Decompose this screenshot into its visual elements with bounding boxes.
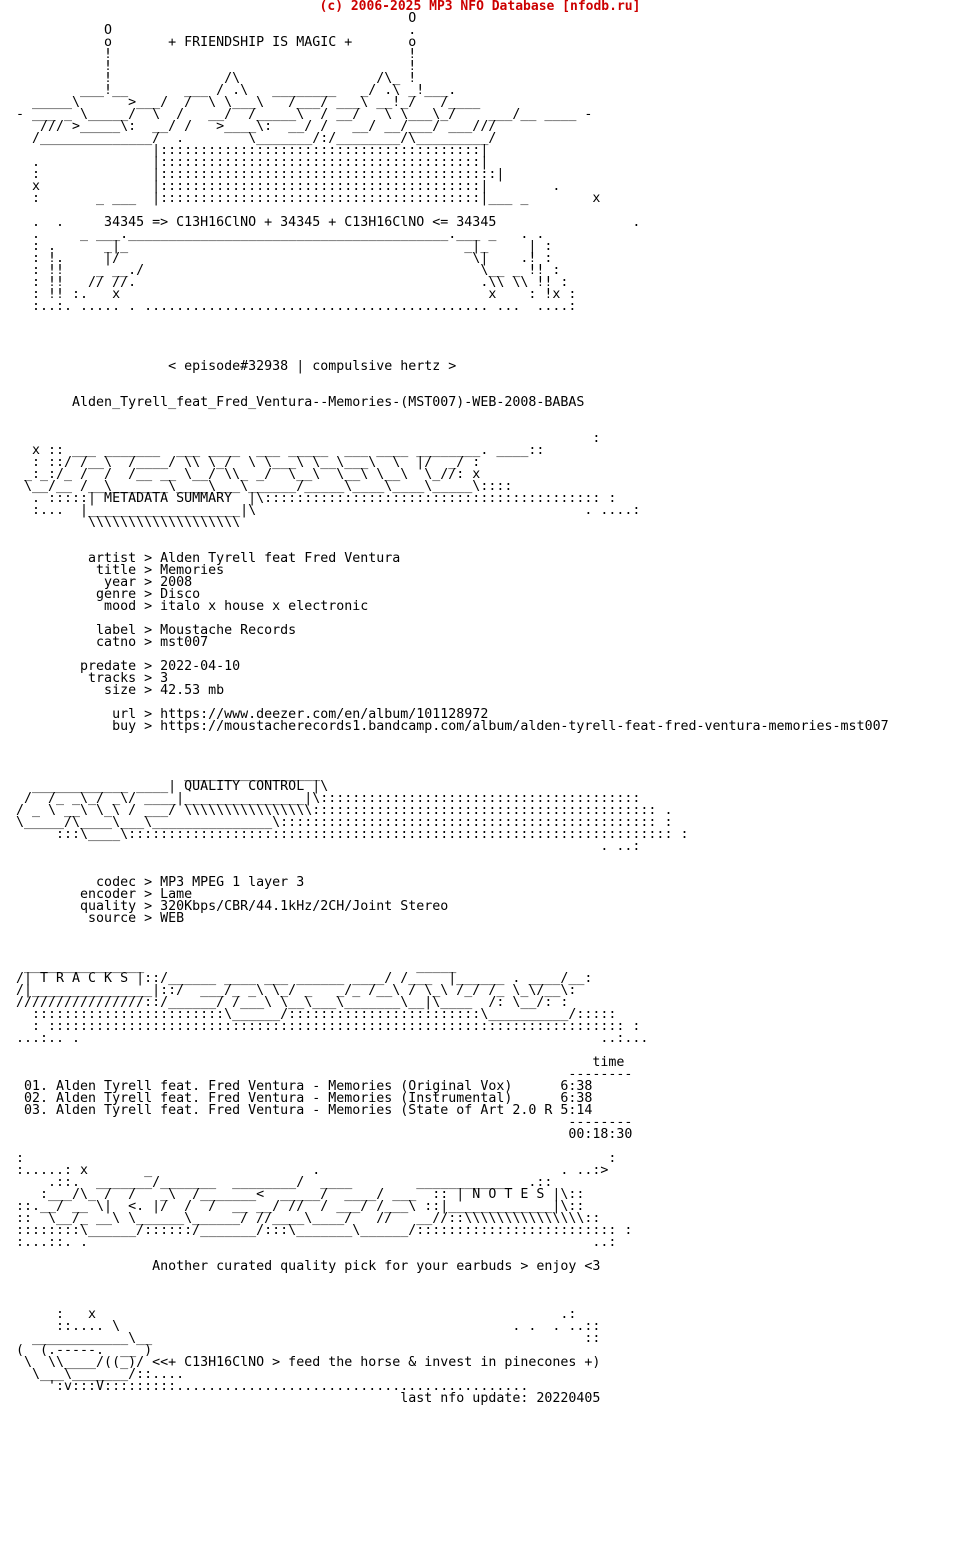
copyright-header: (c) 2006-2025 MP3 NFO Database [nfodb.ru] xyxy=(319,0,641,14)
nfo-text: O O . o + FRIENDSHIP IS MAGIC + o ! ! ! ! ! /\ /\_ ! ___!__ ___ / .\ ________ _/ .\ _!___. _____\ >___/ / \ \___\ /___/ ___\ __!_/ /____ - ___ _ \_____/ \ / __/ /_____\ / __/ \ \___\_/ ___/__ ____ - /// >_____\: __/ / >____\: __/ / __/ __/___/ ___/// /______________/ . \_______/:/________/\_________/ |::::::::::::::::::::::::::::::::::::::::| . |::::::::::::::::::::::::::::::::::::::::| : |::::::::::::::::::::::::::::::::::::::::::| x |::::::::::::::::::::::::::::::::::::::::| . : _ ___ |::::::::::::::::::::::::::::::::::::::::|___ _ x . . 34345 => C13H16ClNO + 34345 + C13H16ClNO <= 34345 . . _ ___.________________________________________.___ _ . . : . _|_ _|_ | : : !. |/ \| .! : : !! _ __./ \__ _ !! : : !! // //. .\\ \\ !! : : !! :. x x : !x : :..:. ..... . ........................................... ... ....: < episode#32938 | compulsive hertz > Alden_Tyrell_feat_Fred_Ventura--Memories-(MST007)-WEB-2008-BABAS : x :: ___ _______ ___ ____ ___ _____ ___ ____ ________. ____:: : ::/ /__\ /____/ \\ \_/ \ \___\ \__\___\ \ |/ _/ : _:_:/_ / / /__ __ \__/ \\_ _/ \__\ \__\ \__\ \_//: x \__/__ /__\_______\____\___\______/_____\____\____\_____\:::: . :::::| METADATA SUMMARY |\:::::::::::::::::::::::::::::::::::::::::: : :... |___________________|\ . ....: \\\\\\\\\\\\\\\\\\\ artist > Alden Tyrell feat Fred Ventura title > Memories year > 2008 genre > Disco mood > italo x house x electronic label > Moustache Records catno > mst007 predate > 2022-04-10 tracks > 3 size > 42.53 mb url > https://www.deezer.com/en/album/101128972 buy > https://moustacherecords1.bandcamp.com/album/alden-tyrell-feat-fred-ventura-memories-mst007 _________________ ____________ ____| QUALITY CONTROL |\ / /_ _\_/ _\/ ____|_______________|\:::::::::::::::::::::::::::::::::::::::: / _ \ __\ \_\ / ___/ \\\\\\\\\\\\\\\\::::::::::::::::::::::::::::::::::::::::::: . \_____/\____\___\_______________\::::::::::::::::::::::::::::::::::::::::::::::: : :::\____\:::::::::::::::::::::::::::::::::::::::::::::::::::::::::::::::::::: : . ..: codec > MP3 MPEG 1 layer 3 encoder > Lame quality > 320Kbps/CBR/44.1kHz/2CH/Joint Stereo source > WEB _______________ _____ /| T R A C K S |::/______ ____ ___ ______ ____/ /___ |______ . ____/__: /|_______________|::/ ___/_ _\ \_/ _ _/_ /__\ / \_\ /_/ /_ \_\/__\: ////////////////::/______/ /___\ \__\___\_______\__|\____ /: \__/: : ::::::::::::::::::::::::\______/::::::::::::::::::::::::\__________/::::: : :::::::::::::::::::::::::::::::::::::::::::::::::::::::::::::::::::::::: : ...:.. . ..:... time -------- 01. Alden Tyrell feat. Fred Ventura - Memories (Original Vox) 6:38 02. Alden Tyrell feat. Fred Ventura - Memories (Instrumental) 6:38 03. Alden Tyrell feat. Fred Ventura - Memories (State of Art 2.0 R 5:14 -------- 00:18:30 : : :.....: x _ . . ..:> .::. _______/_______ ________/ ____ ____________ .:: :___/\_ / / _\ /_______< _____/ ____/ ___ :: | N O T E S |\:: ::.__/ __ \| <. |/ / / __ __/ // / ___/ /___\ ::|_____________|\:: :: \__/_ __\ \______\______/ //____\____/ // __//::\\\\\\\\\\\\\\\:: ::::::::\______/::::::/_______/:::\_______\______/::::::::::::::::::::::::: : :...::. . ..: Another curated quality pick for your earbuds > enjoy <3 : x .: ::.... \ . . . ..:: ____________\__ :: ( (.-----. __ ) \ \\____/((_)/ <<+ C13H16ClNO > feed the horse & invest in pinecones +) \___\_______/::.... ':v:::V:::::::::............................................ last nfo update: 20220405 xyxy=(16,11,889,1406)
